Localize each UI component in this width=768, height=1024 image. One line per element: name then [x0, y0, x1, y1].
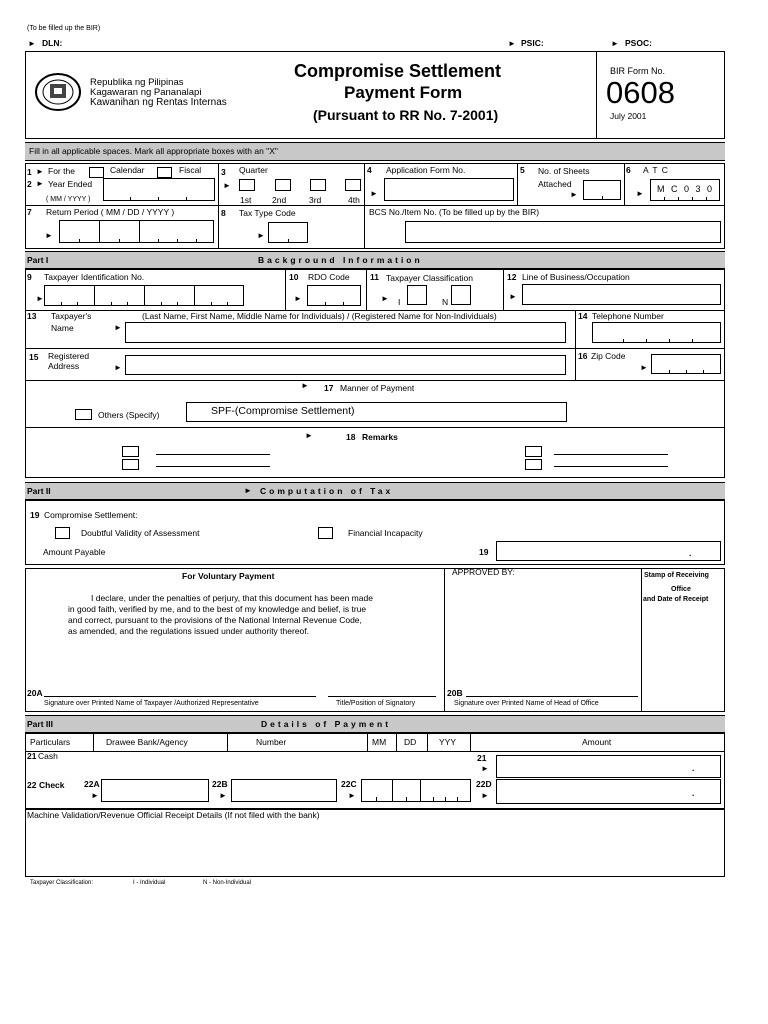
- arrow-icon: ►: [28, 39, 36, 48]
- col-dd: DD: [404, 737, 417, 747]
- remarks-checkbox[interactable]: [525, 459, 542, 470]
- part2-label: Part II: [27, 486, 51, 496]
- machine-validation-label: Machine Validation/Revenue Official Receipt Details (If not filed with the bank): [27, 810, 320, 820]
- part1-title: Background Information: [258, 255, 423, 265]
- voluntary-title: For Voluntary Payment: [182, 571, 275, 581]
- item-number: 9: [27, 272, 32, 282]
- compromise-label: Compromise Settlement:: [44, 510, 138, 520]
- telephone-label: Telephone Number: [592, 311, 664, 321]
- col-amount: Amount: [582, 737, 612, 747]
- item-number: 12: [507, 272, 517, 282]
- arrow-icon: ►: [257, 231, 265, 240]
- address-input[interactable]: [125, 355, 566, 375]
- amount-payable-input[interactable]: [496, 541, 721, 561]
- taxpayer-name-input[interactable]: [125, 322, 566, 343]
- arrow-icon: ►: [219, 791, 227, 800]
- arrow-icon: ►: [509, 292, 517, 301]
- stamp-label-3: and Date of Receipt: [643, 596, 709, 603]
- item-number: 5: [520, 165, 525, 175]
- individual-label: I: [398, 297, 401, 307]
- financial-checkbox[interactable]: [318, 527, 333, 539]
- q1-label: 1st: [240, 195, 252, 205]
- q2-label: 2nd: [272, 195, 287, 205]
- tax-type-label: Tax Type Code: [239, 208, 296, 218]
- spf-value: SPF-(Compromise Settlement): [211, 405, 355, 417]
- arrow-icon: ►: [36, 167, 44, 176]
- return-period-label: Return Period ( MM / DD / YYYY ): [46, 207, 175, 217]
- year-ended-input[interactable]: [103, 178, 215, 201]
- form-number: 0608: [606, 75, 675, 110]
- arrow-icon: ►: [640, 363, 648, 372]
- agency-line-2: Kagawaran ng Pananalapi: [90, 87, 202, 98]
- agency-line-1: Republika ng Pilipinas: [90, 77, 184, 88]
- quarter-label: Quarter: [239, 165, 268, 175]
- manner-label: Manner of Payment: [340, 383, 415, 393]
- item-number: 3: [221, 167, 226, 177]
- part3-label: Part III: [27, 719, 53, 729]
- decimal-point: .: [689, 548, 692, 558]
- amount-payable-label: Amount Payable: [43, 547, 106, 557]
- decimal-point: .: [692, 763, 695, 773]
- arrow-icon: ►: [481, 764, 489, 773]
- stamp-label-1: Stamp of Receiving: [644, 572, 709, 579]
- declaration-line-3: and correct, pursuant to the provisions of the National Internal Revenue Code,: [68, 615, 362, 625]
- item-number: 7: [27, 207, 32, 217]
- footer-classification: Taxpayer Classification:: [30, 880, 94, 886]
- check-date-input[interactable]: [361, 779, 471, 802]
- arrow-icon: ►: [305, 431, 313, 440]
- mmyyyy-hint: ( MM / YYYY ): [46, 196, 91, 203]
- arrow-icon: ►: [370, 189, 378, 198]
- arrow-icon: ►: [636, 189, 644, 198]
- item-number: 11: [370, 272, 379, 282]
- item-number: 14: [578, 311, 588, 321]
- remarks-label: Remarks: [362, 432, 398, 442]
- form-title-1: Compromise Settlement: [294, 61, 502, 81]
- form-subtitle: (Pursuant to RR No. 7-2001): [313, 107, 499, 123]
- arrow-icon: ►: [114, 323, 122, 332]
- approved-label: APPROVED BY:: [452, 567, 515, 577]
- arrow-icon: ►: [36, 294, 44, 303]
- others-checkbox[interactable]: [75, 409, 92, 420]
- quarter-3rd-checkbox[interactable]: [310, 179, 326, 191]
- remarks-checkbox[interactable]: [525, 446, 542, 457]
- calendar-checkbox[interactable]: [89, 167, 104, 178]
- sheets-label-2: Attached: [538, 179, 572, 189]
- item-number: 20A: [27, 688, 43, 698]
- quarter-1st-checkbox[interactable]: [239, 179, 255, 191]
- arrow-icon: ►: [294, 294, 302, 303]
- part1-label: Part I: [27, 255, 49, 265]
- q3-label: 3rd: [309, 195, 322, 205]
- declaration-line-2: in good faith, verified by me, and to the best of my knowledge and belief, is true: [68, 604, 367, 614]
- item-number: 17: [324, 383, 334, 393]
- individual-checkbox[interactable]: [407, 285, 427, 305]
- item-number: 16: [578, 351, 588, 361]
- sig-taxpayer-label: Signature over Printed Name of Taxpayer /Authorized Representative: [44, 700, 259, 707]
- zip-label: Zip Code: [591, 351, 626, 361]
- arrow-icon: ►: [611, 39, 619, 48]
- item-number: 4: [367, 165, 372, 175]
- address-label-1: Registered: [48, 351, 90, 361]
- for-the-label: For the: [48, 166, 75, 176]
- name-label-2: Name: [51, 323, 74, 333]
- business-input[interactable]: [522, 284, 721, 305]
- stamp-label-2: Office: [671, 586, 691, 593]
- arrow-icon: ►: [348, 791, 356, 800]
- arrow-icon: ►: [223, 181, 231, 190]
- part2-title: Computation of Tax: [260, 486, 394, 496]
- financial-label: Financial Incapacity: [348, 528, 423, 538]
- doubtful-label: Doubtful Validity of Assessment: [81, 528, 200, 538]
- telephone-input[interactable]: [592, 322, 721, 343]
- bir-seal-icon: [32, 72, 84, 112]
- atc-value: M C 0 3 0: [657, 184, 715, 194]
- title-position-label: Title/Position of Signatory: [336, 700, 416, 707]
- year-ended-label: Year Ended: [48, 179, 93, 189]
- col-particulars: Particulars: [30, 737, 71, 747]
- arrow-icon: ►: [481, 791, 489, 800]
- sig-head-label: Signature over Printed Name of Head of Office: [454, 700, 599, 707]
- item-number: 18: [346, 432, 356, 442]
- name-label-1: Taxpayer's: [51, 311, 92, 321]
- item-number: 22D: [476, 779, 492, 789]
- item-number: 8: [221, 208, 226, 218]
- decimal-point: .: [692, 788, 695, 798]
- form-title-2: Payment Form: [344, 83, 463, 102]
- app-form-input[interactable]: [384, 178, 514, 201]
- remarks-checkbox[interactable]: [122, 459, 139, 470]
- fiscal-checkbox[interactable]: [157, 167, 172, 178]
- address-label-2: Address: [48, 361, 80, 371]
- footer-non-individual: N - Non-Individual: [203, 880, 252, 886]
- part3-title: Details of Payment: [261, 719, 392, 729]
- arrow-icon: ►: [36, 179, 44, 188]
- col-mm: MM: [372, 737, 387, 747]
- item-number: 6: [626, 165, 631, 175]
- quarter-4th-checkbox[interactable]: [345, 179, 361, 191]
- declaration-box: [25, 568, 725, 712]
- item-number: 1: [27, 167, 32, 177]
- non-individual-label: N: [442, 297, 449, 307]
- name-note: (Last Name, First Name, Middle Name for Individuals) / (Registered Name for Non-Individuals): [142, 311, 497, 321]
- quarter-2nd-checkbox[interactable]: [275, 179, 291, 191]
- sheets-label-1: No. of Sheets: [538, 166, 590, 176]
- arrow-icon: ►: [114, 363, 122, 372]
- psoc-label: PSOC:: [625, 38, 652, 48]
- bcs-label: BCS No./Item No. (To be filled up by the BIR): [369, 207, 540, 217]
- arrow-icon: ►: [244, 486, 252, 495]
- return-period-input[interactable]: [59, 220, 214, 243]
- item-number: 21: [27, 751, 37, 761]
- col-yyy: YYY: [439, 737, 457, 747]
- bir-note: (To be filled up the BIR): [27, 25, 101, 32]
- item-number: 22: [27, 780, 37, 790]
- non-individual-checkbox[interactable]: [451, 285, 471, 305]
- drawee-bank-input[interactable]: [101, 779, 209, 802]
- classification-label: Taxpayer Classification: [386, 273, 473, 283]
- check-label: Check: [39, 780, 65, 790]
- rdo-input[interactable]: [307, 285, 361, 306]
- item-number: 19: [30, 510, 40, 520]
- cash-label: Cash: [38, 751, 58, 761]
- dln-label: DLN:: [42, 38, 63, 48]
- arrow-icon: ►: [508, 39, 516, 48]
- fiscal-label: Fiscal: [179, 165, 202, 175]
- arrow-icon: ►: [91, 791, 99, 800]
- rdo-label: RDO Code: [308, 272, 350, 282]
- atc-label: A T C: [643, 165, 669, 175]
- item-number: 22B: [212, 779, 228, 789]
- item-number: 19: [479, 547, 489, 557]
- check-amount-input[interactable]: [496, 779, 721, 804]
- business-label: Line of Business/Occupation: [522, 272, 630, 282]
- declaration-line-1: I declare, under the penalties of perjury, that this document has been made: [91, 593, 373, 603]
- form-no-label: BIR Form No.: [610, 66, 666, 76]
- bcs-input[interactable]: [405, 221, 721, 243]
- others-label: Others (Specify): [98, 410, 160, 420]
- footer-individual: I - Individual: [133, 880, 166, 886]
- item-number: 22C: [341, 779, 357, 789]
- arrow-icon: ►: [301, 381, 309, 390]
- tin-label: Taxpayer Identification No.: [44, 272, 145, 282]
- arrow-icon: ►: [45, 231, 53, 240]
- q4-label: 4th: [348, 195, 360, 205]
- agency-line-3: Kawanihan ng Rentas Internas: [90, 97, 227, 108]
- item-number: 13: [27, 311, 37, 321]
- arrow-icon: ►: [381, 294, 389, 303]
- calendar-label: Calendar: [110, 165, 145, 175]
- item-number: 2: [27, 179, 32, 189]
- form-date: July 2001: [610, 111, 647, 121]
- item-number: 22A: [84, 779, 100, 789]
- remarks-checkbox[interactable]: [122, 446, 139, 457]
- cash-amount-input[interactable]: [496, 755, 721, 778]
- col-drawee: Drawee Bank/Agency: [106, 737, 188, 747]
- app-form-label: Application Form No.: [386, 165, 466, 175]
- item-number: 20B: [447, 688, 463, 698]
- item-number: 15: [29, 352, 39, 362]
- col-number: Number: [256, 737, 287, 747]
- item-number: 10: [289, 272, 299, 282]
- arrow-icon: ►: [570, 190, 578, 199]
- psic-label: PSIC:: [521, 38, 544, 48]
- doubtful-checkbox[interactable]: [55, 527, 70, 539]
- instructions: Fill in all applicable spaces. Mark all appropriate boxes with an "X": [29, 146, 278, 156]
- declaration-line-4: as amended, and the regulations issued under authority thereof.: [68, 626, 309, 636]
- item-number: 21: [477, 753, 487, 763]
- check-number-input[interactable]: [231, 779, 337, 802]
